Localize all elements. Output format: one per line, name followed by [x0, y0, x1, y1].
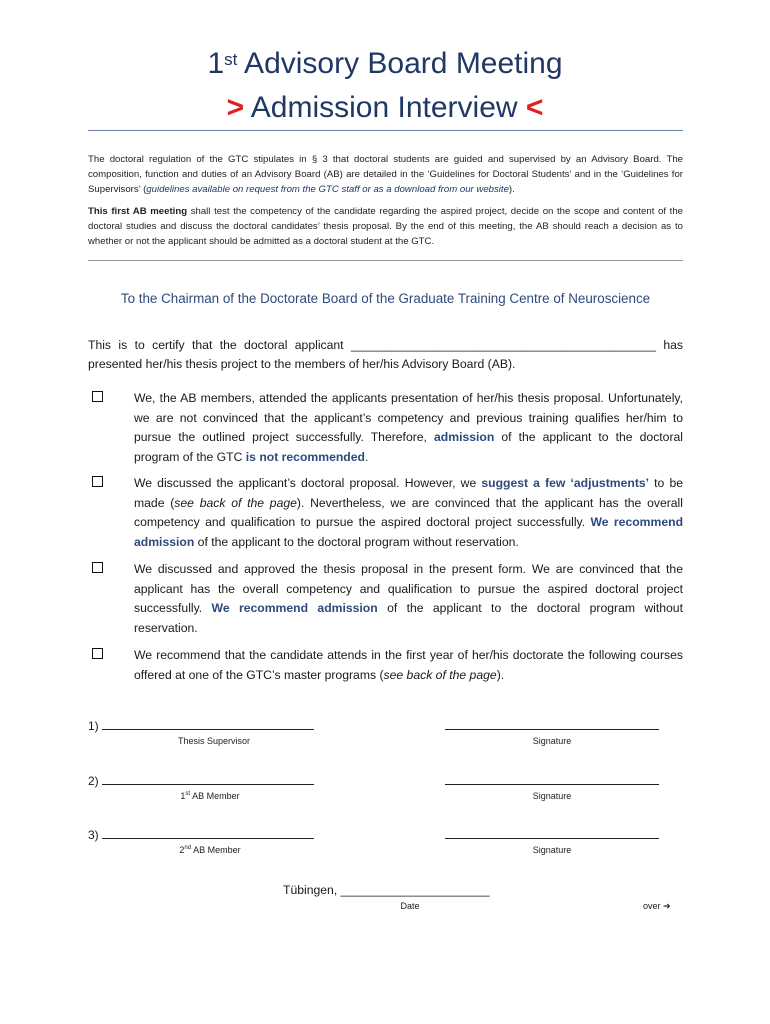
- place-date-line: Tübingen, ______________________: [283, 883, 490, 897]
- option-text: We discussed and approved the thesis proposal in the present form. We are convinced that the applicant has the overall competency and qualification to pursue the aspired doctoral project successfully. We recommend admission of the applicant to the doctoral program without reservation.: [134, 562, 683, 635]
- checkbox-approved[interactable]: [92, 562, 103, 573]
- page-subtitle: > Admission Interview <: [226, 91, 544, 124]
- signature-field-1: [445, 717, 659, 733]
- caption-first-member: 1st AB Member: [180, 791, 240, 801]
- intro-paragraph-2: This first AB meeting shall test the competency of the candidate regarding the aspired project, decide on the scope and content of the doctoral studies and discuss the doctoral candidates’ thesis proposal. By the end of this meeting, the AB should reach a decision as to whether or not the applicant should be admitted as a doctoral student at the GTC.: [88, 206, 683, 247]
- checkbox-adjustments[interactable]: [92, 476, 103, 487]
- caption-signature-3: Signature: [532, 845, 572, 855]
- supervisor-name-field[interactable]: [102, 717, 314, 730]
- certification-statement: This is to certify that the doctoral applicant _____________________________________________ has presented her/his thesis project to the members of her/his Advisory Board (AB).: [88, 338, 683, 371]
- signature-field-3: [445, 826, 659, 842]
- first-member-signature-field[interactable]: [445, 772, 659, 785]
- intro-paragraph-1: The doctoral regulation of the GTC stipulates in § 3 that doctoral students are guided and supervised by an Advisory Board. The composition, function and duties of an Advisory Board (AB) are detailed in the ‘Guidelines for Doctoral Students’ and in the ‘Guidelines for Supervisors’ (guidelines available on request from the GTC staff or as a download from our website).: [88, 154, 683, 195]
- option-text: We recommend that the candidate attends in the first year of her/his doctorate the following courses offered at one of the GTC’s master programs (see back of the page).: [134, 648, 683, 682]
- checkbox-courses[interactable]: [92, 648, 103, 659]
- second-member-signature-field[interactable]: [445, 826, 659, 839]
- checkbox-not-recommended[interactable]: [92, 391, 103, 402]
- signature-row-1: 1): [88, 717, 314, 733]
- second-member-name-field[interactable]: [102, 826, 314, 839]
- signature-row-2: 2): [88, 772, 314, 788]
- supervisor-signature-field[interactable]: [445, 717, 659, 730]
- page-title: 1st Advisory Board Meeting: [207, 47, 563, 80]
- caption-second-member: 2nd AB Member: [179, 845, 241, 855]
- first-member-name-field[interactable]: [102, 772, 314, 785]
- date-field[interactable]: ______________________: [340, 883, 490, 897]
- applicant-name-field[interactable]: _____________________________________________: [350, 338, 656, 352]
- subtitle-left-marker: >: [226, 91, 245, 124]
- intro-divider: [88, 260, 683, 261]
- subtitle-right-marker: <: [525, 91, 544, 124]
- option-text: We discussed the applicant’s doctoral proposal. However, we suggest a few ‘adjustments’ to be made (see back of the page). Nevertheless, we are convinced that the applicant has the overall competency and qualification to pursue the aspired doctoral project successfully. We recommend admission of the applicant to the doctoral program without reservation.: [134, 476, 684, 549]
- signature-field-2: [445, 772, 659, 788]
- addressee-line: To the Chairman of the Doctorate Board of the Graduate Training Centre of Neuroscience: [120, 291, 651, 306]
- caption-signature-1: Signature: [532, 736, 572, 746]
- signature-row-3: 3): [88, 826, 314, 842]
- title-divider: [88, 130, 683, 131]
- caption-date: Date: [400, 901, 420, 911]
- option-text: We, the AB members, attended the applicants presentation of her/his thesis proposal. Unfortunately, we are not convinced that the applicant’s competency and previous training qualifies her/him to pursue the outlined project successfully. Therefore, admission of the applicant to the doctoral program of the GTC is not recommended.: [134, 391, 683, 464]
- over-page-indicator: over ➔: [643, 901, 671, 911]
- caption-signature-2: Signature: [532, 791, 572, 801]
- caption-thesis-supervisor: Thesis Supervisor: [177, 736, 251, 746]
